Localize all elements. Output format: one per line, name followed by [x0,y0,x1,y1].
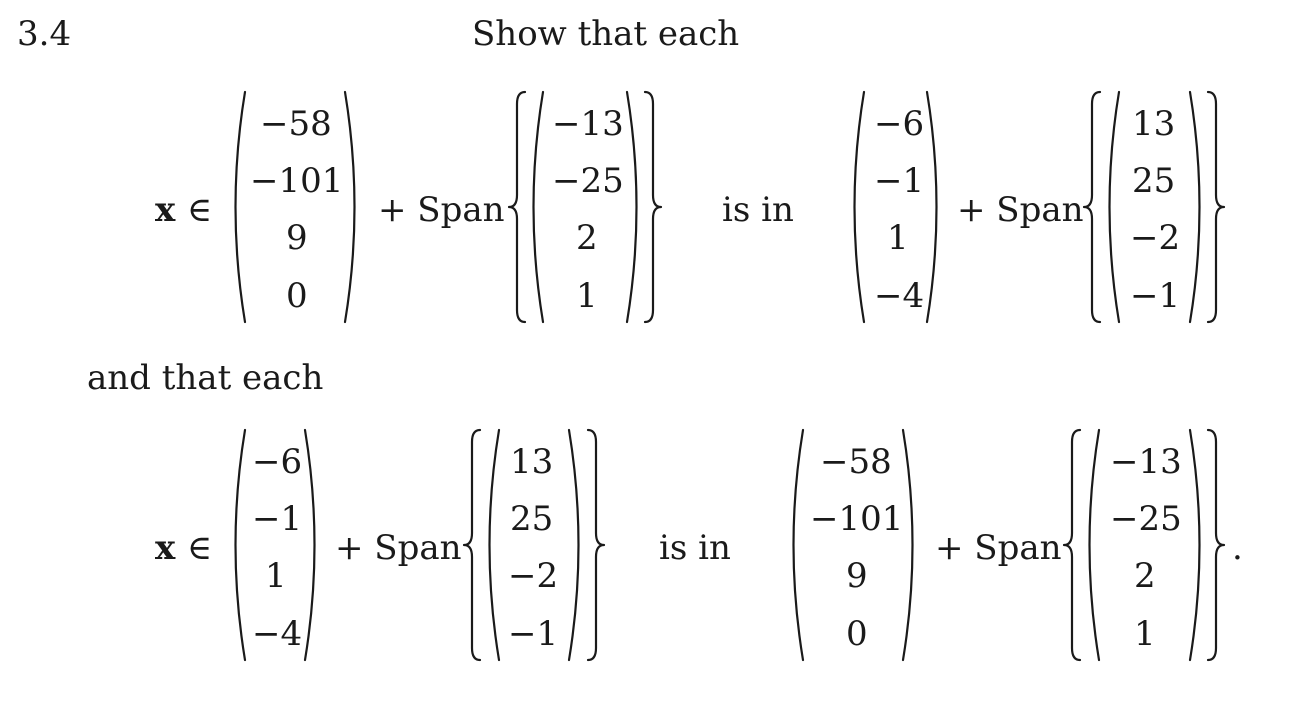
vector-entry: 1 [576,276,598,316]
vector-entry: −25 [552,161,624,201]
is-in-label: is in [722,190,794,230]
right-paren [627,92,637,322]
problem-number: 3.4 [17,14,72,54]
left-paren [1110,92,1120,322]
vector-entry: −25 [1110,499,1182,539]
vector-entry: −1 [1130,276,1181,316]
is-in-label: is in [659,528,731,568]
right-paren [903,430,913,660]
vector-entry: 1 [887,218,909,258]
left-brace [1084,92,1100,322]
right-paren [345,92,355,322]
right-brace [1208,430,1224,660]
right-paren [1190,430,1200,660]
vector-entry: −1 [874,161,925,201]
vector-entry: 0 [286,276,308,316]
left-brace [464,430,480,660]
problem-intro: Show that each [472,14,740,54]
vector-entry: 2 [576,218,598,258]
left-paren [236,92,246,322]
left-paren [534,92,544,322]
right-brace [588,430,604,660]
problem-connector: and that each [87,358,324,398]
vector-entry: −101 [250,161,344,201]
left-paren [855,92,865,322]
vector-entry: 9 [286,218,308,258]
left-brace [509,92,525,322]
right-brace [645,92,661,322]
vector-entry: −101 [810,499,904,539]
vector-entry: −6 [874,104,925,144]
vector-entry: −4 [874,276,925,316]
vector-entry: 13 [1132,104,1176,144]
left-paren [794,430,804,660]
left-paren [490,430,500,660]
right-brace [1208,92,1224,322]
plus-span-label: + Span [335,528,462,568]
vector-entry: 13 [510,442,554,482]
vector-x-symbol: x [155,190,176,230]
vector-entry: −1 [508,614,559,654]
element-of-symbol: ∈ [187,190,213,230]
vector-entry: −13 [552,104,624,144]
vector-entry: 0 [846,614,868,654]
left-paren [1090,430,1100,660]
right-paren [569,430,579,660]
plus-span-label: + Span [957,190,1084,230]
plus-span-label: + Span [378,190,505,230]
plus-span-label: + Span [935,528,1062,568]
final-period: . [1232,528,1243,568]
vector-entry: −13 [1110,442,1182,482]
vector-entry: 9 [846,556,868,596]
right-paren [1190,92,1200,322]
right-paren [305,430,315,660]
vector-entry: 2 [1134,556,1156,596]
right-paren [927,92,937,322]
left-paren [236,430,246,660]
left-brace [1064,430,1080,660]
vector-entry: −4 [252,614,303,654]
vector-entry: −1 [252,499,303,539]
vector-x-symbol: x [155,528,176,568]
vector-entry: −2 [1130,218,1181,258]
vector-entry: −6 [252,442,303,482]
vector-entry: −2 [508,556,559,596]
vector-entry: 25 [510,499,554,539]
element-of-symbol: ∈ [187,528,213,568]
vector-entry: 25 [1132,161,1176,201]
vector-entry: −58 [820,442,892,482]
vector-entry: 1 [1134,614,1156,654]
vector-entry: −58 [260,104,332,144]
vector-entry: 1 [265,556,287,596]
